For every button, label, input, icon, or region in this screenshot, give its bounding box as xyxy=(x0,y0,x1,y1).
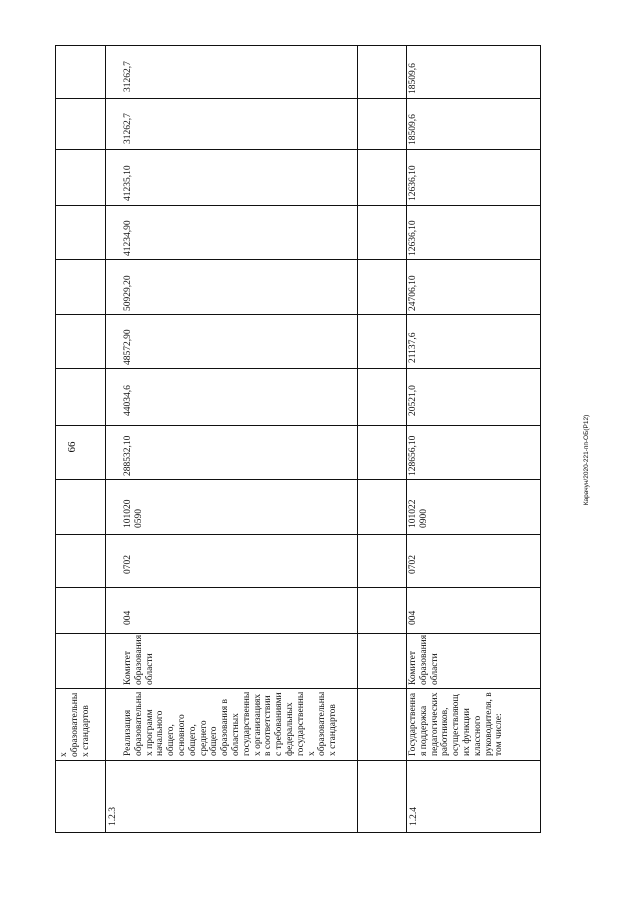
row-1-rzpr: 0702 xyxy=(123,555,133,574)
row-2-value-7: 18509,6 xyxy=(408,114,418,145)
table-line xyxy=(357,45,358,833)
row-1-value-6: 41235,10 xyxy=(123,165,133,201)
row-2-value-3: 21137,6 xyxy=(408,332,418,363)
row-1-value-2: 44034,6 xyxy=(123,385,133,416)
row-1-executor: Комитет образования области xyxy=(123,634,155,685)
page-number: 66 xyxy=(66,441,78,453)
row-1-value-3: 48572,90 xyxy=(123,329,133,365)
continuation-name-cell xyxy=(55,688,105,760)
row-2-value-4: 24706,10 xyxy=(408,275,418,311)
table-line xyxy=(55,832,541,833)
row-2-value-5: 12636,10 xyxy=(408,220,418,256)
row-2-value-6: 12636,10 xyxy=(408,165,418,201)
row-1-value-7: 31262,7 xyxy=(123,113,133,144)
row-1-name: Реализация образовательны х программ начального общего, основного общего, среднего общего образования в областных государственны х организациях в соответствии с требованиями федеральных государственны х образовательны х стандартов xyxy=(123,691,339,756)
row-1-csr: 101020 0590 xyxy=(123,499,144,528)
row-1-value-5: 41234,90 xyxy=(123,220,133,256)
row-2-csr: 101022 0900 xyxy=(408,499,429,528)
row-2-value-8: 18509,6 xyxy=(408,63,418,94)
row-2-number: 1.2.4 xyxy=(409,807,419,826)
row-2-executor: Комитет образования области xyxy=(408,634,440,685)
row-2-rzpr: 0702 xyxy=(408,555,418,574)
row-2-name: Государственна я поддержка педагогических работников, осуществляющ их функции классного руководителя, в том числе: xyxy=(408,692,505,756)
budget-table xyxy=(55,45,541,833)
document-code: Карачун/2020-221-пп-ОБ(Р12) xyxy=(583,414,590,506)
continuation-name: х образовательны х стандартов xyxy=(59,692,91,757)
row-1-value-1: 288532,10 xyxy=(123,435,133,476)
row-1-number: 1.2.3 xyxy=(108,807,118,826)
row-1-value-8: 31262,7 xyxy=(123,61,133,92)
row-1-value-4: 50929,20 xyxy=(123,275,133,311)
row-2-grbs: 004 xyxy=(408,610,418,625)
row-2-value-2: 20521,0 xyxy=(408,385,418,416)
row-1-grbs: 004 xyxy=(123,610,133,625)
row-2-value-1: 128656,10 xyxy=(408,435,418,476)
table-line xyxy=(540,45,541,833)
